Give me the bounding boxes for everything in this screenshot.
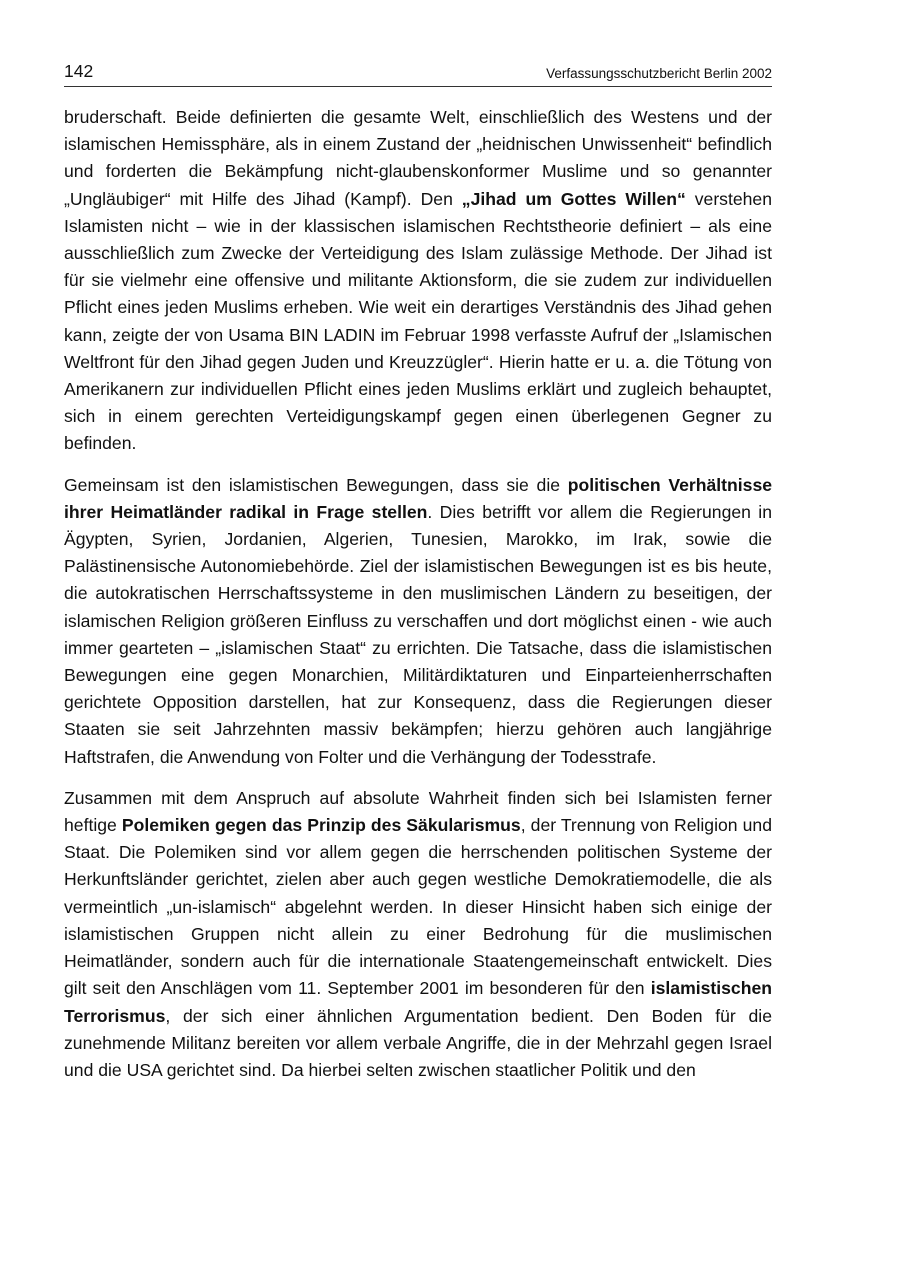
paragraph-3-emphasis-terrorism: islamistischen Terrorismus [64,978,772,1026]
paragraph-3-text-continued: , der Trennung von Religion und Staat. Die Polemiken sind vor allem gegen die herrschenden politischen Systeme der Herkunftsländer gerichtet, zielen aber auch gegen westliche Demokratiemodelle, die als vermeintlich „un-islamisch“ abgelehnt werden. In dieser Hinsicht haben sich einige der islamistischen Gruppen nicht allein zu einer Bedrohung für die muslimischen Heimatländer, sondern auch für die internationale Staatengemeinschaft entwickelt. Dies gilt seit den Anschlägen vom 11. September 2001 im besonderen für den [64,815,772,999]
body-text [64,104,772,1084]
paragraph-2-emphasis-political-relations: politischen Verhältnisse ihrer Heimatländer radikal in Frage stellen [64,474,773,522]
document-page [64,60,772,1098]
page-number: 142 [64,61,94,81]
paragraph-1-emphasis-jihad: „Jihad um Gottes Willen“ [461,188,686,209]
paragraph-1-text-continued: verstehen Islamisten nicht – wie in der klassischen islamischen Rechtstheorie definiert – als eine ausschließlich zum Zwecke der Verteidigung des Islam zulässige Methode. Der Jihad ist für sie vielmehr eine offensive und militante Aktionsform, die sie zudem zur individuellen Pflicht eines jeden Muslims erheben. Wie weit ein derartiges Verständnis des Jihad gehen kann, zeigte der von Usama BIN LADIN im Februar 1998 verfasste Aufruf der „Islamischen Weltfront für den Jihad gegen Juden und Kreuzzügler“. Hierin hatte er u. a. die Tötung von Amerikanern zur individuellen Pflicht eines jeden Muslims erklärt und zugleich behauptet, sich in einem gerechten Verteidigungskampf gegen einen überlegenen Gegner zu befinden. [64,188,773,454]
running-title: Verfassungsschutzbericht Berlin 2002 [546,66,772,81]
paragraph-1 [64,104,772,458]
paragraph-3-text-end: , der sich einer ähnlichen Argumentation bedient. Den Boden für die zunehmende Militanz bereiten vor allem verbale Angriffe, die in der Mehrzahl gegen Israel und die USA gerichtet sind. Da hierbei selten zwischen staatlicher Politik und den [64,1005,772,1080]
paragraph-3-emphasis-secularism: Polemiken gegen das Prinzip des Säkularismus [121,815,521,836]
paragraph-2-text-continued: . Dies betrifft vor allem die Regierungen in Ägypten, Syrien, Jordanien, Algerien, Tunesien, Marokko, im Irak, sowie die Palästinensische Autonomiebehörde. Ziel der islamistischen Bewegungen ist es bis heute, die autokratischen Herrschaftssysteme in den muslimischen Ländern zu beseitigen, der islamischen Religion größeren Einfluss zu verschaffen und dort möglichst einen - wie auch immer gearteten – „islamischen Staat“ zu errichten. Die Tatsache, dass die islamistischen Bewegungen eine gegen Monarchien, Militärdiktaturen und Einparteienherrschaften gerichtete Opposition darstellen, hat zur Konsequenz, dass die Regierungen dieser Staaten sie seit Jahrzehnten massiv bekämpfen; hierzu gehören auch langjährige Haftstrafen, die Anwendung von Folter und die Verhängung der Todesstrafe. [64,501,773,767]
paragraph-2 [64,472,772,771]
paragraph-2-text: Gemeinsam ist den islamistischen Bewegungen, dass sie die [64,474,568,495]
paragraph-1-text: bruderschaft. Beide definierten die gesamte Welt, einschließlich des Westens und der islamischen Hemissphäre, als in einem Zustand der „heidnischen Unwissenheit“ befindlich und forderten die Bekämpfung nicht-glaubenskonformer Muslime und so genannter „Ungläubiger“ mit Hilfe des Jihad (Kampf). Den [64,107,772,209]
paragraph-3 [64,785,772,1084]
page-header [64,60,772,87]
paragraph-3-text: Zusammen mit dem Anspruch auf absolute Wahrheit finden sich bei Islamisten ferner heftige [64,787,772,836]
